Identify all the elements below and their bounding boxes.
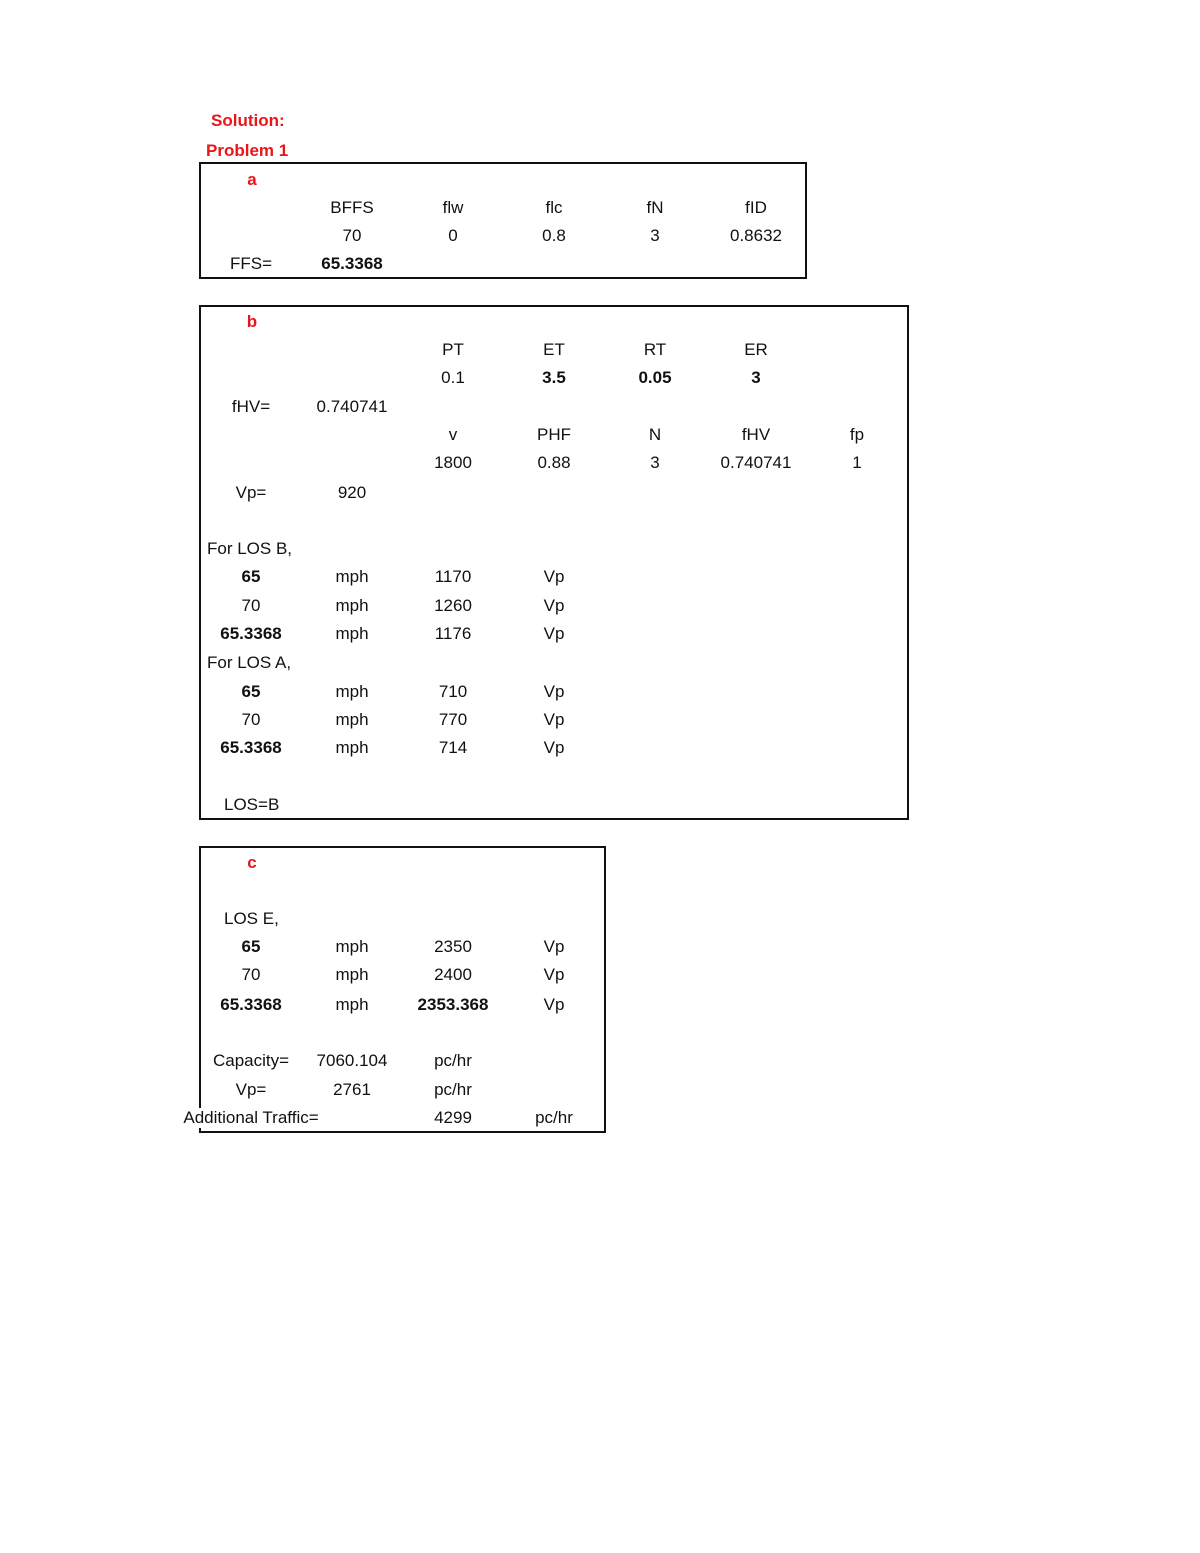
- value-bffs: 70: [342, 226, 362, 245]
- value-fid: 0.8632: [730, 226, 782, 245]
- value-flc: 0.8: [542, 226, 566, 245]
- capacity-label: Capacity=: [212, 1051, 290, 1070]
- los-a-flow-1: 710: [438, 682, 468, 701]
- value-pt: 0.1: [441, 368, 465, 387]
- capacity-unit: pc/hr: [434, 1051, 472, 1070]
- header-fid: fID: [745, 198, 767, 217]
- los-a-vp-3: Vp: [543, 738, 565, 757]
- los-e-flow-1: 2350: [434, 937, 472, 956]
- ffs-value: 65.3368: [321, 254, 383, 273]
- los-b-unit-2: mph: [335, 596, 369, 615]
- value-fhv: 0.740741: [720, 453, 792, 472]
- additional-traffic-unit: pc/hr: [535, 1108, 573, 1127]
- value-rt: 0.05: [638, 368, 672, 387]
- capacity-value: 7060.104: [316, 1051, 388, 1070]
- header-er: ER: [744, 340, 768, 359]
- los-b-flow-3: 1176: [434, 624, 472, 643]
- vp-label: Vp=: [235, 483, 267, 502]
- los-b-vp-3: Vp: [543, 624, 565, 643]
- header-fhv: fHV: [741, 425, 771, 444]
- los-e-vp-2: Vp: [543, 965, 565, 984]
- header-fn: fN: [646, 198, 664, 217]
- header-et: ET: [543, 340, 565, 359]
- los-b-unit-3: mph: [335, 624, 369, 643]
- los-b-speed-3: 65.3368: [220, 624, 282, 643]
- value-n: 3: [650, 453, 660, 472]
- los-a-unit-2: mph: [335, 710, 369, 729]
- value-fp: 1: [852, 453, 862, 472]
- los-e-speed-3: 65.3368: [220, 995, 282, 1014]
- vp-c-value: 2761: [333, 1080, 371, 1099]
- los-a-unit-1: mph: [335, 682, 369, 701]
- vp-c-unit: pc/hr: [434, 1080, 472, 1099]
- part-c-label: c: [247, 853, 257, 872]
- header-rt: RT: [643, 340, 667, 359]
- los-a-unit-3: mph: [335, 738, 369, 757]
- problem-heading: Problem 1: [206, 141, 289, 160]
- additional-traffic-label: Additional Traffic=: [183, 1108, 319, 1127]
- header-bffs: BFFS: [330, 198, 374, 217]
- value-fn: 3: [650, 226, 660, 245]
- los-e-unit-1: mph: [335, 937, 369, 956]
- part-b-label: b: [246, 312, 258, 331]
- value-flw: 0: [448, 226, 458, 245]
- los-b-vp-2: Vp: [543, 596, 565, 615]
- header-flw: flw: [442, 198, 464, 217]
- los-result: LOS=B: [224, 795, 280, 814]
- los-a-title: For LOS A,: [207, 653, 292, 672]
- los-b-speed-2: 70: [241, 596, 261, 615]
- solution-heading: Solution:: [211, 111, 285, 130]
- header-v: v: [448, 425, 458, 444]
- los-b-speed-1: 65: [241, 567, 261, 586]
- los-b-vp-1: Vp: [543, 567, 565, 586]
- vp-c-label: Vp=: [235, 1080, 267, 1099]
- header-fp: fp: [849, 425, 865, 444]
- part-a-box: [199, 162, 807, 279]
- los-b-flow-2: 1260: [434, 596, 472, 615]
- los-e-flow-2: 2400: [434, 965, 472, 984]
- los-e-flow-3: 2353.368: [417, 995, 489, 1014]
- los-a-flow-2: 770: [438, 710, 468, 729]
- los-e-vp-3: Vp: [543, 995, 565, 1014]
- los-e-unit-2: mph: [335, 965, 369, 984]
- part-a-label: a: [247, 170, 257, 189]
- value-er: 3: [751, 368, 761, 387]
- los-a-flow-3: 714: [438, 738, 468, 757]
- header-phf: PHF: [537, 425, 571, 444]
- los-a-vp-1: Vp: [543, 682, 565, 701]
- los-a-vp-2: Vp: [543, 710, 565, 729]
- los-e-speed-2: 70: [241, 965, 261, 984]
- value-et: 3.5: [542, 368, 566, 387]
- los-b-title: For LOS B,: [207, 539, 293, 558]
- los-e-unit-3: mph: [335, 995, 369, 1014]
- value-phf: 0.88: [537, 453, 571, 472]
- los-e-speed-1: 65: [241, 937, 261, 956]
- vp-value: 920: [337, 483, 367, 502]
- fhv-label: fHV=: [231, 397, 271, 416]
- header-pt: PT: [442, 340, 464, 359]
- fhv-value: 0.740741: [316, 397, 388, 416]
- value-v: 1800: [434, 453, 472, 472]
- los-a-speed-1: 65: [241, 682, 261, 701]
- additional-traffic-value: 4299: [434, 1108, 472, 1127]
- los-b-unit-1: mph: [335, 567, 369, 586]
- ffs-label: FFS=: [229, 254, 273, 273]
- header-n: N: [648, 425, 662, 444]
- los-e-vp-1: Vp: [543, 937, 565, 956]
- los-a-speed-3: 65.3368: [220, 738, 282, 757]
- los-e-title: LOS E,: [224, 909, 279, 928]
- header-flc: flc: [545, 198, 563, 217]
- los-b-flow-1: 1170: [434, 567, 472, 586]
- los-a-speed-2: 70: [241, 710, 261, 729]
